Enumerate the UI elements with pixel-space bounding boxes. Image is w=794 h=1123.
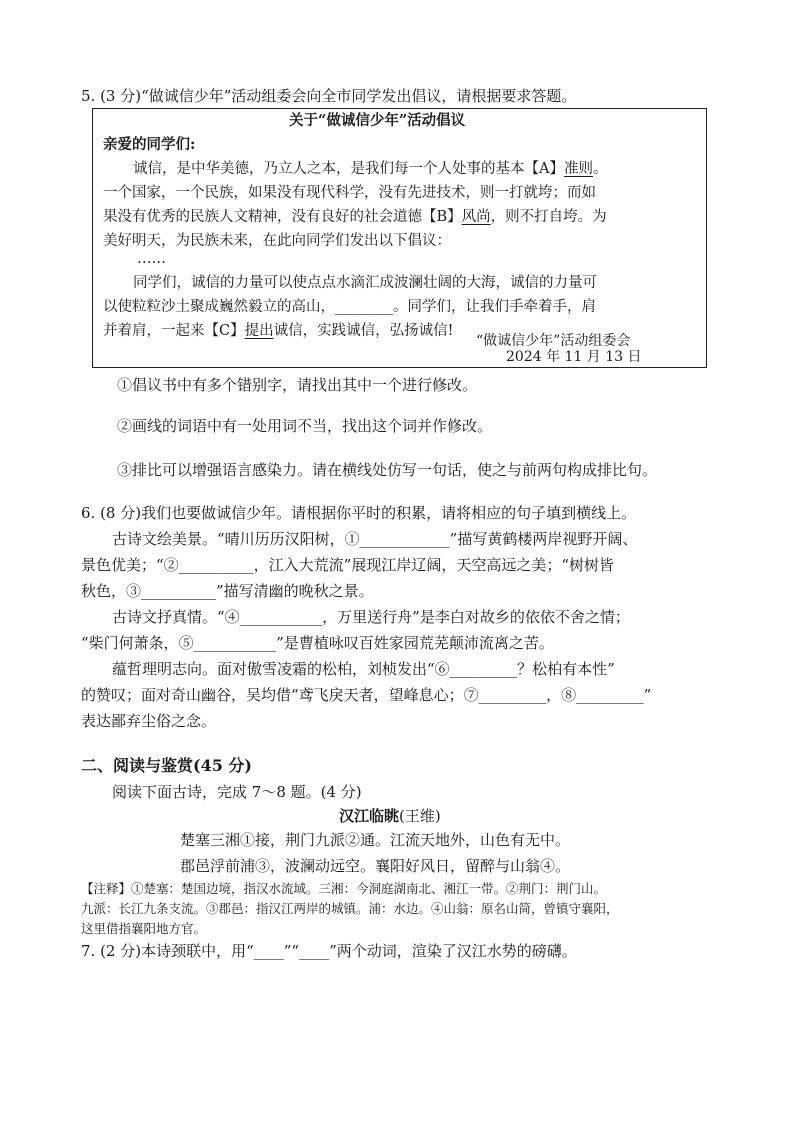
q6-line8: 表达鄙弃尘俗之念。 — [81, 712, 217, 730]
proposal-p1-line3 — [103, 207, 607, 227]
text-segment: 果没有优秀的民族人文精神，没有良好的社会道德【B】 — [103, 209, 462, 225]
text-segment: ，则不打自垮。为 — [490, 209, 607, 225]
underlined-word-a: 准则 — [563, 161, 593, 177]
text-segment: 并着肩，一起来【C】 — [103, 323, 245, 339]
proposal-signature: “做诚信少年”活动组委会 — [476, 333, 631, 349]
q6-line7: 的赞叹；面对奇山幽谷，吴均借“鸢飞戾天者，望峰息心；⑦_________，⑧_________” — [81, 686, 652, 704]
q5-sub2: ②画线的词语中有一处用词不当，找出这个词并作修改。 — [117, 417, 493, 435]
q6-line4: 古诗文抒真情。“④___________，万里送行舟”是李白对故乡的依依不舍之情； — [112, 608, 630, 626]
proposal-box — [92, 108, 707, 368]
text-segment: 。 — [592, 161, 608, 177]
q6-line1: 古诗文绘美景。“晴川历历汉阳树，①____________”描写黄鹤楼两岸视野开阔、 — [112, 530, 638, 548]
section2-heading: 二、阅读与鉴赏(45 分) — [81, 756, 252, 775]
poem-line2: 郡邑浮前浦③，波澜动远空。襄阳好风日，留醉与山翁④。 — [180, 857, 571, 875]
proposal-p2-line3 — [103, 321, 453, 341]
proposal-greeting: 亲爱的同学们: — [103, 136, 196, 153]
q6-line6: 蕴哲理明志向。面对傲雪凌霜的松柏，刘桢发出“⑥_________？松柏有本性” — [112, 660, 615, 678]
proposal-date: 2024 年 11 月 13 日 — [506, 349, 642, 365]
poem-title: 汉江临眺 — [339, 807, 400, 825]
q6-line3: 秋色，③__________”描写清幽的晚秋之景。 — [81, 582, 374, 600]
proposal-p2-line1: 同学们，诚信的力量可以使点点水滴汇成波澜壮阔的大海，诚信的力量可 — [133, 275, 597, 291]
underlined-word-c: 提出 — [244, 323, 274, 339]
q7-stem: 7. (2 分)本诗颈联中，用“____”“____”两个动词，渲染了汉江水势的磅礴。 — [81, 942, 577, 960]
proposal-p2-line2: 以使粒粒沙土聚成巍然毅立的高山，________。同学们，让我们手牵着手，肩 — [103, 299, 596, 315]
q5-stem: 5. (3 分)“做诚信少年”活动组委会向全市同学发出倡议，请根据要求答题。 — [81, 87, 577, 105]
proposal-p1-line2: 一个国家，一个民族，如果没有现代科学，没有先进技术，则一打就垮；而如 — [103, 185, 596, 201]
q6-stem: 6. (8 分)我们也要做诚信少年。请根据你平时的积累，请将相应的句子填到横线上。 — [81, 504, 637, 522]
proposal-p1-line4: 美好明天，为民族未来，在此向同学们发出以下倡议： — [103, 233, 451, 249]
text-segment: 诚信，实践诚信，弘扬诚信! — [273, 323, 454, 339]
proposal-ellipsis: …… — [137, 251, 166, 267]
poem-line1: 楚塞三湘①接，荆门九派②通。江流天地外，山色有无中。 — [180, 831, 571, 849]
q5-sub3: ③排比可以增强语言感染力。请在横线处仿写一句话，使之与前两句构成排比句。 — [117, 461, 658, 479]
underlined-word-b: 风尚 — [461, 209, 491, 225]
notes-line1: 【注释】①楚塞：楚国边境，指汉水流域。三湘：今洞庭湖南北、湘江一带。②荆门：荆门山。 — [81, 881, 607, 896]
poem-title-line — [339, 806, 441, 826]
poem-author: (王维) — [399, 807, 441, 825]
q6-line5: “柴门何萧条，⑤___________”是曹植咏叹百姓家园荒芜颠沛流离之苦。 — [81, 634, 554, 652]
q5-sub1: ①倡议书中有多个错别字，请找出其中一个进行修改。 — [117, 376, 478, 394]
notes-line2: 九派：长江九条支流。③郡邑：指汉江两岸的城镇。浦：水边。④山翁：原名山简，曾镇守襄阳， — [81, 901, 619, 916]
q6-line2: 景色优美；“②__________，江入大荒流”展现江岸辽阔，天空高远之美；“树树皆 — [81, 556, 615, 574]
notes-line3: 这里借指襄阳地方官。 — [81, 921, 207, 936]
text-segment: 诚信，是中华美德，乃立人之本，是我们每一个人处事的基本【A】 — [133, 161, 564, 177]
section2-intro: 阅读下面古诗，完成 7～8 题。(4 分) — [112, 783, 362, 801]
proposal-title: 关于“做诚信少年”活动倡议 — [289, 112, 466, 129]
proposal-p1-line1 — [133, 159, 607, 179]
